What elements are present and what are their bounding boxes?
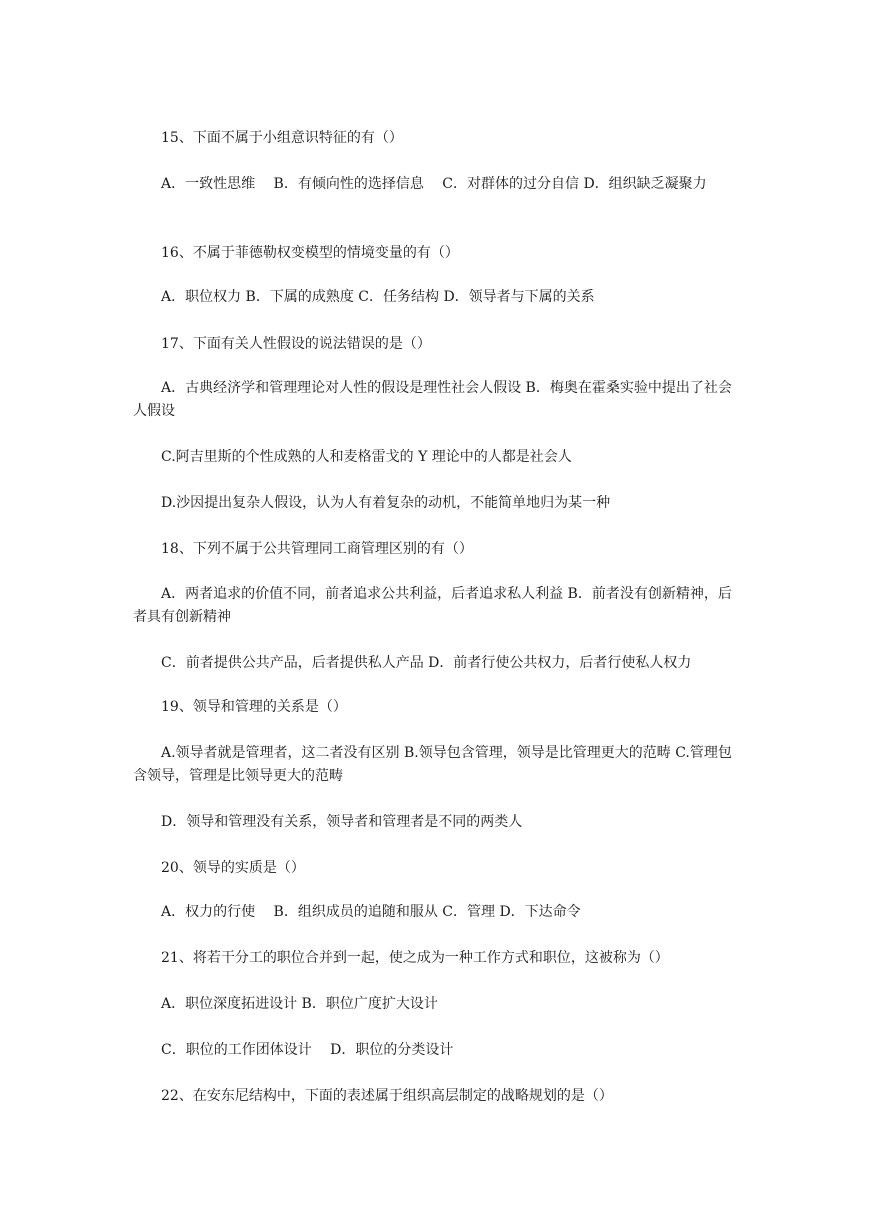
options-18-cd: C．前者提供公共产品，后者提供私人产品 D．前者行使公共权力，后者行使私人权力 (161, 655, 692, 671)
options-17-d: D.沙因提出复杂人假设，认为人有着复杂的动机，不能简单地归为某一种 (161, 495, 611, 511)
options-21-cd: C．职位的工作团体设计 D．职位的分类设计 (161, 1042, 454, 1058)
options-16: A．职位权力 B．下属的成熟度 C．任务结构 D．领导者与下属的关系 (161, 289, 595, 305)
options-17-ab: A．古典经济学和管理理论对人性的假设是理性社会人假设 B．梅奥在霍桑实验中提出了社会人假设 (133, 380, 732, 419)
question-16: 16、不属于菲德勒权变模型的情境变量的有（） (161, 245, 459, 261)
options-20: A．权力的行使 B．组织成员的追随和服从 C．管理 D．下达命令 (161, 904, 581, 920)
question-18: 18、下列不属于公共管理同工商管理区别的有（） (161, 541, 473, 557)
options-19-abc: A.领导者就是管理者，这二者没有区别 B.领导包含管理，领导是比管理更大的范畴 C.管理包含领导，管理是比领导更大的范畴 (133, 745, 732, 784)
question-22: 22、在安东尼结构中，下面的表述属于组织高层制定的战略规划的是（） (161, 1088, 613, 1104)
options-18-ab: A．两者追求的价值不同，前者追求公共利益，后者追求私人利益 B．前者没有创新精神，后者具有创新精神 (133, 586, 732, 625)
question-20: 20、领导的实质是（） (161, 860, 305, 876)
question-15: 15、下面不属于小组意识特征的有（） (161, 130, 403, 146)
question-17: 17、下面有关人性假设的说法错误的是（） (161, 336, 431, 352)
question-19: 19、领导和管理的关系是（） (161, 699, 347, 715)
options-17-c: C.阿吉里斯的个性成熟的人和麦格雷戈的 Y 理论中的人都是社会人 (161, 449, 572, 465)
question-21: 21、将若干分工的职位合并到一起，使之成为一种工作方式和职位，这被称为（） (161, 950, 669, 966)
options-19-d: D．领导和管理没有关系，领导者和管理者是不同的两类人 (161, 814, 523, 830)
options-15: A．一致性思维 B．有倾向性的选择信息 C．对群体的过分自信 D．组织缺乏凝聚力 (161, 176, 707, 192)
options-21-ab: A．职位深度拓进设计 B．职位广度扩大设计 (161, 996, 438, 1012)
